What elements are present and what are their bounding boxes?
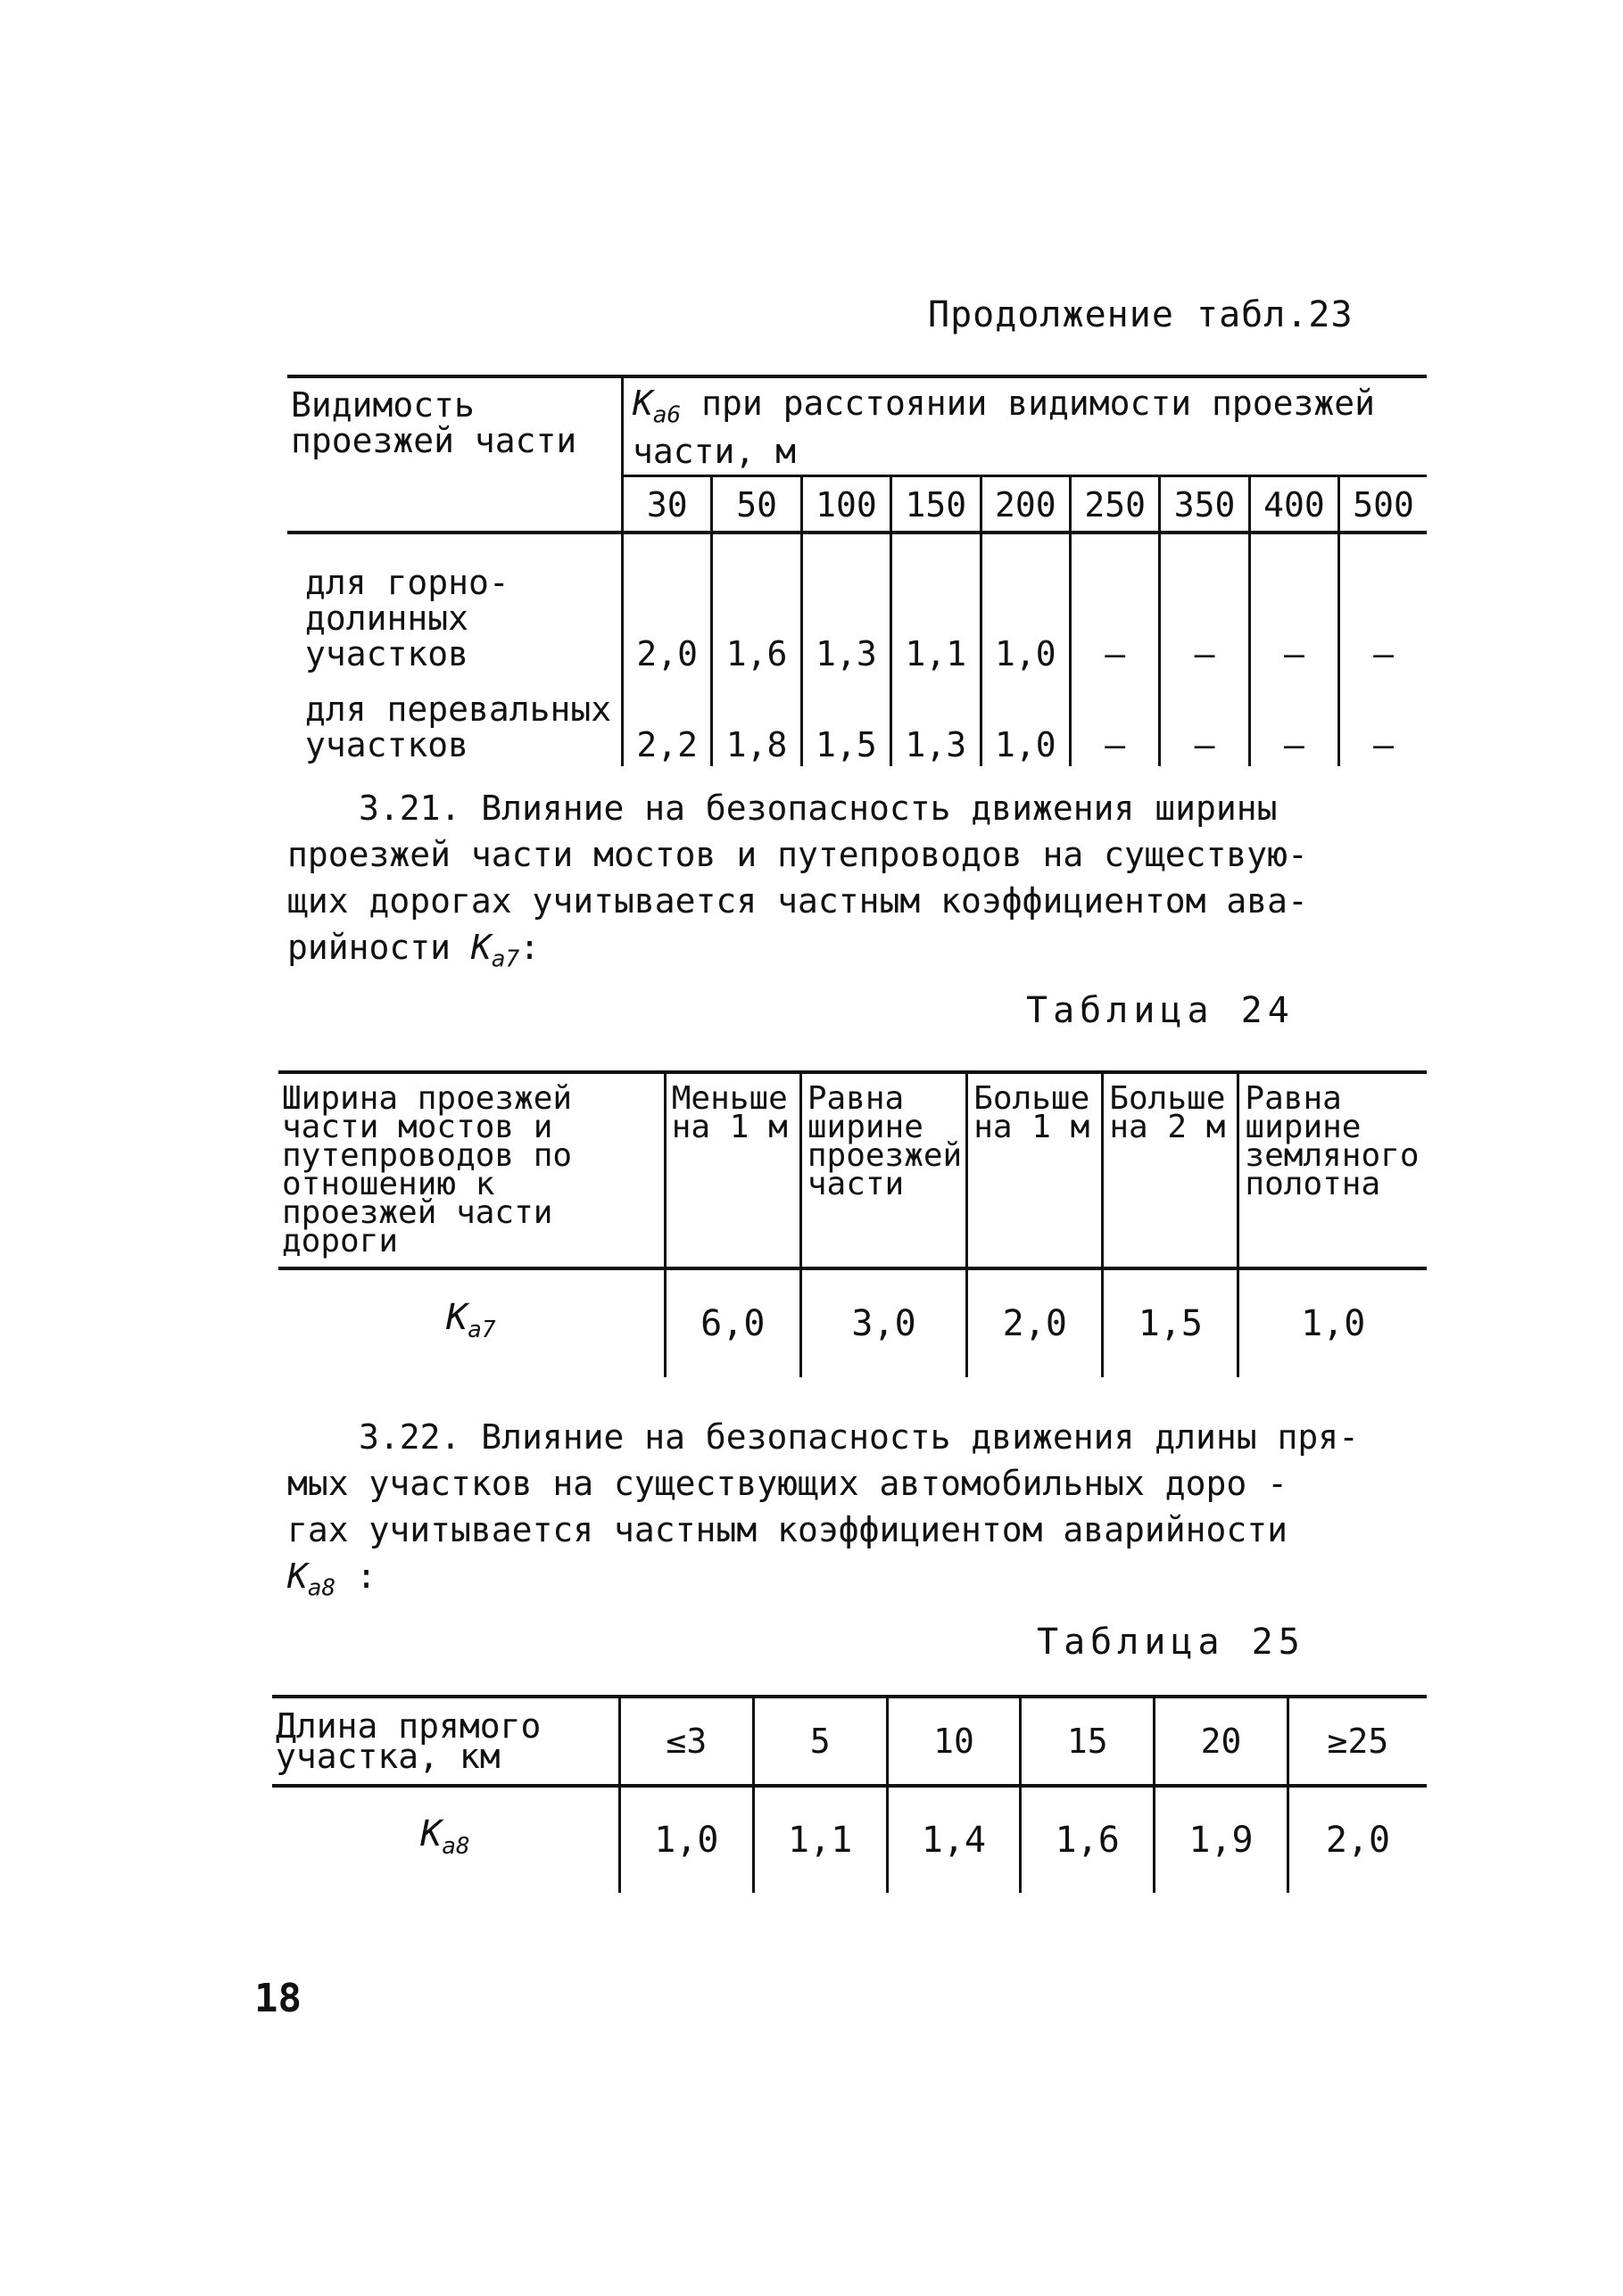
coef-ka8-symbol: $К_{а8}$ <box>287 1557 336 1602</box>
table-row <box>287 675 1427 766</box>
row-label <box>272 1786 620 1893</box>
value-cell: 1,0 <box>1238 1268 1427 1377</box>
paragraph-line: 3.21. Влияние на безопасность движения ширины <box>359 789 1278 828</box>
value-cell: 1,5 <box>1103 1268 1238 1377</box>
table-row <box>287 533 1427 675</box>
distance-header: 100 <box>801 475 890 533</box>
value-cell: 1,6 <box>712 533 801 675</box>
value-cell: 1,5 <box>801 675 890 766</box>
value-cell: 1,1 <box>891 533 981 675</box>
value-cell: 2,2 <box>623 675 712 766</box>
table-row <box>272 1786 1427 1893</box>
paragraph-line: $К_{а8}$ : <box>287 1557 377 1602</box>
row-label: для перевальных участков <box>305 689 612 764</box>
distance-header: 250 <box>1070 475 1159 533</box>
distance-header: 500 <box>1339 475 1427 533</box>
distance-header: 150 <box>891 475 981 533</box>
paragraph-3-22 <box>287 1414 1427 1612</box>
table-25 <box>272 1695 1427 1893</box>
table-23-row-header: Видимость проезжей части <box>287 376 623 533</box>
column-header: Больше на 1 м <box>967 1072 1103 1268</box>
paragraph-line: рийности $К_{а7}$: <box>287 928 541 973</box>
value-cell: – <box>1070 533 1159 675</box>
row-label: для горно-долинных участков <box>287 533 623 675</box>
value-cell: – <box>1339 533 1427 675</box>
value-cell: 1,3 <box>891 675 981 766</box>
column-header: 5 <box>753 1697 887 1786</box>
value-cell: 2,0 <box>623 533 712 675</box>
column-header: ≤3 <box>620 1697 754 1786</box>
table-24-row-header: Ширина проезжей части мостов и путепроводов по отношению к проезжей части дороги <box>278 1072 665 1268</box>
table-24 <box>278 1070 1427 1377</box>
value-cell: 1,6 <box>1021 1786 1155 1893</box>
value-cell: – <box>1249 533 1338 675</box>
value-cell: 1,4 <box>887 1786 1021 1893</box>
paragraph-line: щих дорогах учитывается частным коэффициентом ава- <box>287 881 1308 921</box>
paragraph-3-21 <box>287 785 1427 983</box>
paragraph-line: гах учитывается частным коэффициентом аварийности <box>287 1510 1288 1549</box>
paragraph-line: мых участков на существующих автомобильных доро - <box>287 1464 1288 1503</box>
column-header: 10 <box>887 1697 1021 1786</box>
table-23-col-header: $К_{а6}$ при расстоянии видимости проезжей части, м <box>623 376 1428 475</box>
value-cell: – <box>1249 675 1338 766</box>
value-cell: 1,0 <box>981 675 1070 766</box>
value-cell: – <box>1070 675 1159 766</box>
distance-header: 200 <box>981 475 1070 533</box>
value-cell: 1,8 <box>712 675 801 766</box>
value-cell: – <box>1160 533 1249 675</box>
column-header: Равна ширине проезжей части <box>800 1072 966 1268</box>
value-cell: 6,0 <box>665 1268 800 1377</box>
value-cell: 1,9 <box>1155 1786 1288 1893</box>
value-cell: 1,0 <box>981 533 1070 675</box>
value-cell: 1,3 <box>801 533 890 675</box>
value-cell: 1,0 <box>620 1786 754 1893</box>
coef-ka6-symbol: $К_{а6}$ <box>633 384 682 429</box>
table-25-label: Таблица 25 <box>1037 1622 1305 1663</box>
paragraph-line: проезжей части мостов и путепроводов на существую- <box>287 835 1308 874</box>
column-header: Больше на 2 м <box>1103 1072 1238 1268</box>
distance-header: 50 <box>712 475 801 533</box>
paragraph-line: 3.22. Влияние на безопасность движения длины пря- <box>359 1417 1360 1457</box>
column-header: Меньше на 1 м <box>665 1072 800 1268</box>
column-header: 15 <box>1021 1697 1155 1786</box>
coef-ka7-symbol: $К_{а7}$ <box>470 928 520 973</box>
value-cell: 1,1 <box>753 1786 887 1893</box>
coef-ka8-symbol: $К_{а8}$ <box>420 1813 470 1860</box>
coef-ka7-symbol: $К_{а7}$ <box>446 1297 496 1343</box>
value-cell: 3,0 <box>800 1268 966 1377</box>
table-row <box>278 1268 1427 1377</box>
column-header: ≥25 <box>1288 1697 1427 1786</box>
column-header: Равна ширине земляного полотна <box>1238 1072 1427 1268</box>
distance-header: 350 <box>1160 475 1249 533</box>
value-cell: 2,0 <box>1288 1786 1427 1893</box>
column-header: 20 <box>1155 1697 1288 1786</box>
value-cell: – <box>1160 675 1249 766</box>
row-label <box>278 1268 665 1377</box>
table-23 <box>287 375 1427 766</box>
value-cell: – <box>1339 675 1427 766</box>
page-number: 18 <box>254 1976 302 2021</box>
table-25-row-header: Длина прямого участка, км <box>272 1697 620 1786</box>
distance-header: 400 <box>1249 475 1338 533</box>
distance-header: 30 <box>623 475 712 533</box>
continuation-label: Продолжение табл.23 <box>928 294 1354 335</box>
value-cell: 2,0 <box>967 1268 1103 1377</box>
table-24-label: Таблица 24 <box>1026 990 1295 1031</box>
